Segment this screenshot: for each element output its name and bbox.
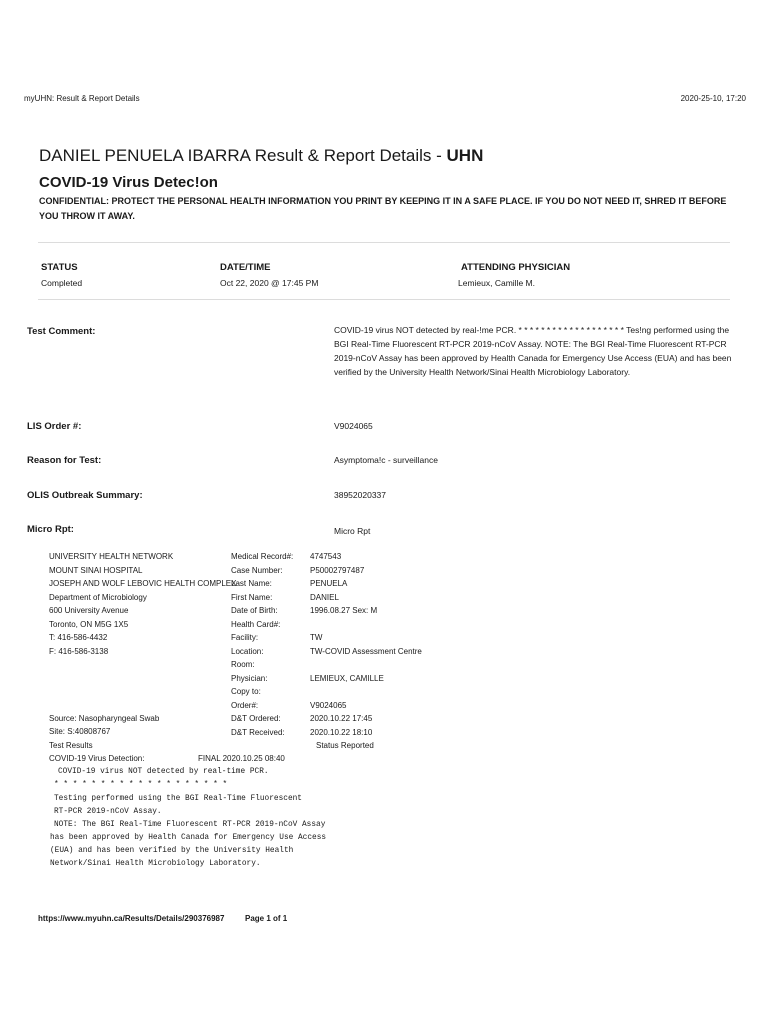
record-value: PENUELA bbox=[310, 579, 348, 588]
address-line: JOSEPH AND WOLF LEBOVIC HEALTH COMPLEX bbox=[49, 579, 237, 588]
result-line: COVID-19 virus NOT detected by real-time PCR. bbox=[58, 768, 269, 776]
record-value: P50002797487 bbox=[310, 565, 365, 575]
note-line: has been approved by Health Canada for Emergency Use Access bbox=[50, 834, 327, 842]
record-label: Case Number: bbox=[231, 565, 283, 575]
print-header-left: myUHN: Result & Report Details bbox=[24, 94, 140, 103]
address-line: T: 416-586-4432 bbox=[49, 633, 108, 642]
record-label: Order#: bbox=[231, 700, 259, 710]
page-title-name: DANIEL PENUELA IBARRA Result & Report Details - bbox=[39, 146, 447, 165]
detection-label: COVID-19 Virus Detection: bbox=[49, 754, 145, 763]
status-reported: Status Reported bbox=[316, 741, 374, 750]
test-comment-label: Test Comment: bbox=[27, 326, 96, 337]
date-header: DATE/TIME bbox=[220, 262, 271, 273]
olis-label: OLIS Outbreak Summary: bbox=[27, 490, 143, 501]
lab-address bbox=[49, 550, 236, 658]
record-label: Last Name: bbox=[231, 579, 272, 588]
record-value bbox=[310, 685, 422, 699]
record-label: D&T Received: bbox=[231, 727, 285, 737]
record-label: Health Card#: bbox=[231, 619, 281, 629]
note-line: (EUA) and has been verified by the University Health bbox=[50, 847, 294, 855]
record-label: Facility: bbox=[231, 633, 259, 642]
divider bbox=[38, 299, 730, 300]
page-title bbox=[39, 146, 483, 166]
note-line: RT-PCR 2019-nCoV Assay. bbox=[54, 808, 162, 816]
print-header-timestamp: 2020-25-10, 17:20 bbox=[680, 94, 746, 103]
record-value: DANIEL bbox=[310, 592, 339, 602]
patient-values bbox=[310, 550, 422, 739]
record-value: 2020.10.22 18:10 bbox=[310, 727, 373, 737]
olis-value: 38952020337 bbox=[334, 490, 387, 500]
record-value: V9024065 bbox=[310, 700, 347, 710]
address-line: Department of Microbiology bbox=[49, 592, 147, 602]
record-value: 1996.08.27 Sex: M bbox=[310, 606, 378, 615]
lis-order-label: LIS Order #: bbox=[27, 421, 82, 432]
confidential-notice: CONFIDENTIAL: PROTECT THE PERSONAL HEALTH INFORMATION YOU PRINT BY KEEPING IT IN A SAFE PLACE. IF YOU DO NOT NEED IT, SHRED IT BEFORE YOU THROW IT AWAY. bbox=[39, 196, 727, 221]
physician-header: ATTENDING PHYSICIAN bbox=[461, 262, 571, 273]
physician-value: Lemieux, Camille M. bbox=[458, 278, 535, 288]
divider bbox=[38, 242, 730, 243]
micro-rpt-value: Micro Rpt bbox=[334, 526, 371, 536]
note-line: NOTE: The BGI Real-Time Fluorescent RT-PCR 2019-nCoV Assay bbox=[54, 821, 326, 829]
note-line: Testing performed using the BGI Real-Time Fluorescent bbox=[54, 795, 302, 803]
record-label: Copy to: bbox=[231, 687, 261, 696]
date-value: Oct 22, 2020 @ 17:45 PM bbox=[220, 278, 319, 288]
address-line: 600 University Avenue bbox=[49, 606, 129, 615]
page-number: Page 1 of 1 bbox=[245, 914, 288, 923]
patient-labels bbox=[231, 550, 293, 739]
specimen-source: Source: Nasopharyngeal Swab bbox=[49, 714, 160, 723]
record-value: LEMIEUX, CAMILLE bbox=[310, 673, 384, 683]
note-line: Network/Sinai Health Microbiology Laboratory. bbox=[50, 860, 261, 868]
specimen-site: Site: S:40808767 bbox=[49, 727, 111, 736]
record-label: Physician: bbox=[231, 673, 268, 683]
footer-url[interactable]: https://www.myuhn.ca/Results/Details/290376987 bbox=[38, 914, 225, 923]
record-label: D&T Ordered: bbox=[231, 714, 281, 723]
record-value: TW bbox=[310, 633, 323, 642]
test-title: COVID-19 Virus Detec!on bbox=[39, 174, 218, 191]
address-line: UNIVERSITY HEALTH NETWORK bbox=[49, 552, 174, 561]
record-label: Room: bbox=[231, 660, 255, 669]
test-results-heading: Test Results bbox=[49, 741, 93, 750]
address-line: Toronto, ON M5G 1X5 bbox=[49, 619, 129, 629]
reason-label: Reason for Test: bbox=[27, 455, 102, 466]
address-line: F: 416-586-3138 bbox=[49, 646, 109, 656]
record-value: 2020.10.22 17:45 bbox=[310, 714, 373, 723]
record-label: Location: bbox=[231, 646, 264, 656]
page-title-org: UHN bbox=[446, 146, 484, 165]
test-comment-value: COVID-19 virus NOT detected by real-!me PCR. * * * * * * * * * * * * * * * * * * * Tes!ng performed using the BGI Real-Time Fluorescent RT-PCR 2019-nCoV Assay. NOTE: The BGI Real-Time Fluorescent RT-PCR 2019-nCoV Assay has been approved by Health Canada for Emergency Use Access (EUA) and has been verified by the University Health Network/Sinai Health Microbiology Laboratory. bbox=[334, 325, 732, 377]
record-label: Medical Record#: bbox=[231, 552, 294, 561]
lis-order-value: V9024065 bbox=[334, 421, 373, 431]
record-value: 4747543 bbox=[310, 552, 342, 561]
record-label: First Name: bbox=[231, 592, 273, 602]
record-value bbox=[310, 658, 422, 672]
detection-final: FINAL 2020.10.25 08:40 bbox=[198, 754, 285, 763]
record-label: Date of Birth: bbox=[231, 606, 278, 615]
report-notes bbox=[50, 793, 326, 871]
status-header: STATUS bbox=[41, 262, 78, 273]
status-value: Completed bbox=[41, 278, 83, 288]
result-stars: * * * * * * * * * * * * * * * * * * * bbox=[54, 781, 228, 789]
address-line: MOUNT SINAI HOSPITAL bbox=[49, 565, 143, 575]
record-value: TW-COVID Assessment Centre bbox=[310, 646, 422, 656]
record-value bbox=[310, 618, 422, 632]
micro-rpt-label: Micro Rpt: bbox=[27, 524, 74, 535]
reason-value: Asymptoma!c - surveillance bbox=[334, 455, 438, 465]
